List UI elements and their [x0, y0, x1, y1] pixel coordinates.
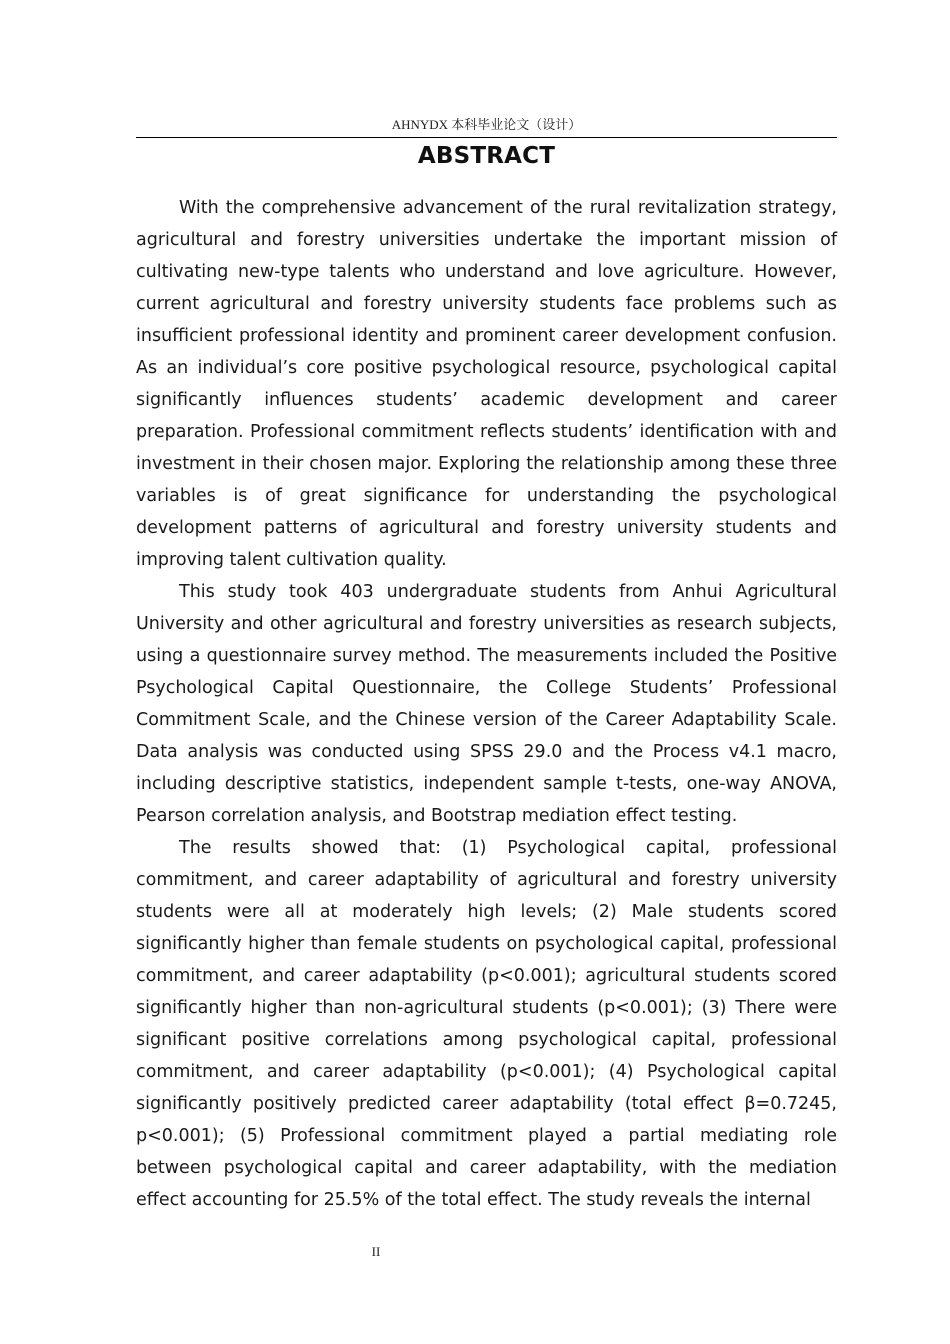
- header-rule: [136, 137, 837, 138]
- abstract-title: ABSTRACT: [417, 143, 556, 169]
- abstract-paragraph-1: With the comprehensive advancement of the rural revitalization strategy, agricultural and forestry universities undertake the important mission of cultivating new-type talents who understand and love agriculture. However, current agricultural and forestry university students face problems such as insufficient professional identity and prominent career development confusion. As an individual’s core positive psychological resource, psychological capital significantly influences students’ academic development and career preparation. Professional commitment reflects students’ identification with and investment in their chosen major. Exploring the relationship among these three variables is of great significance for understanding the psychological development patterns of agricultural and forestry university students and improving talent cultivation quality.: [136, 198, 837, 570]
- abstract-paragraph-2: This study took 403 undergraduate students from Anhui Agricultural University and other agricultural and forestry universities as research subjects, using a questionnaire survey method. The measurements included the Positive Psychological Capital Questionnaire, the College Students’ Professional Commitment Scale, and the Chinese version of the Career Adaptability Scale. Data analysis was conducted using SPSS 29.0 and the Process v4.1 macro, including descriptive statistics, independent sample t-tests, one-way ANOVA, Pearson correlation analysis, and Bootstrap mediation effect testing.: [136, 582, 837, 826]
- abstract-paragraph-3: The results showed that: (1) Psychological capital, professional commitment, and career adaptability of agricultural and forestry university students were all at moderately high levels; (2) Male students scored significantly higher than female students on psychological capital, professional commitment, and career adaptability (p<0.001); agricultural students scored significantly higher than non-agricultural students (p<0.001); (3) There were significant positive correlations among psychological capital, professional commitment, and career adaptability (p<0.001); (4) Psychological capital significantly positively predicted career adaptability (total effect β=0.7245, p<0.001); (5) Professional commitment played a partial mediating role between psychological capital and career adaptability, with the mediation effect accounting for 25.5% of the total effect. The study reveals the internal: [136, 838, 837, 1210]
- running-header: AHNYDX 本科毕业论文（设计）: [391, 117, 582, 132]
- abstract-body: [136, 192, 837, 1216]
- page-number: II: [371, 1244, 381, 1259]
